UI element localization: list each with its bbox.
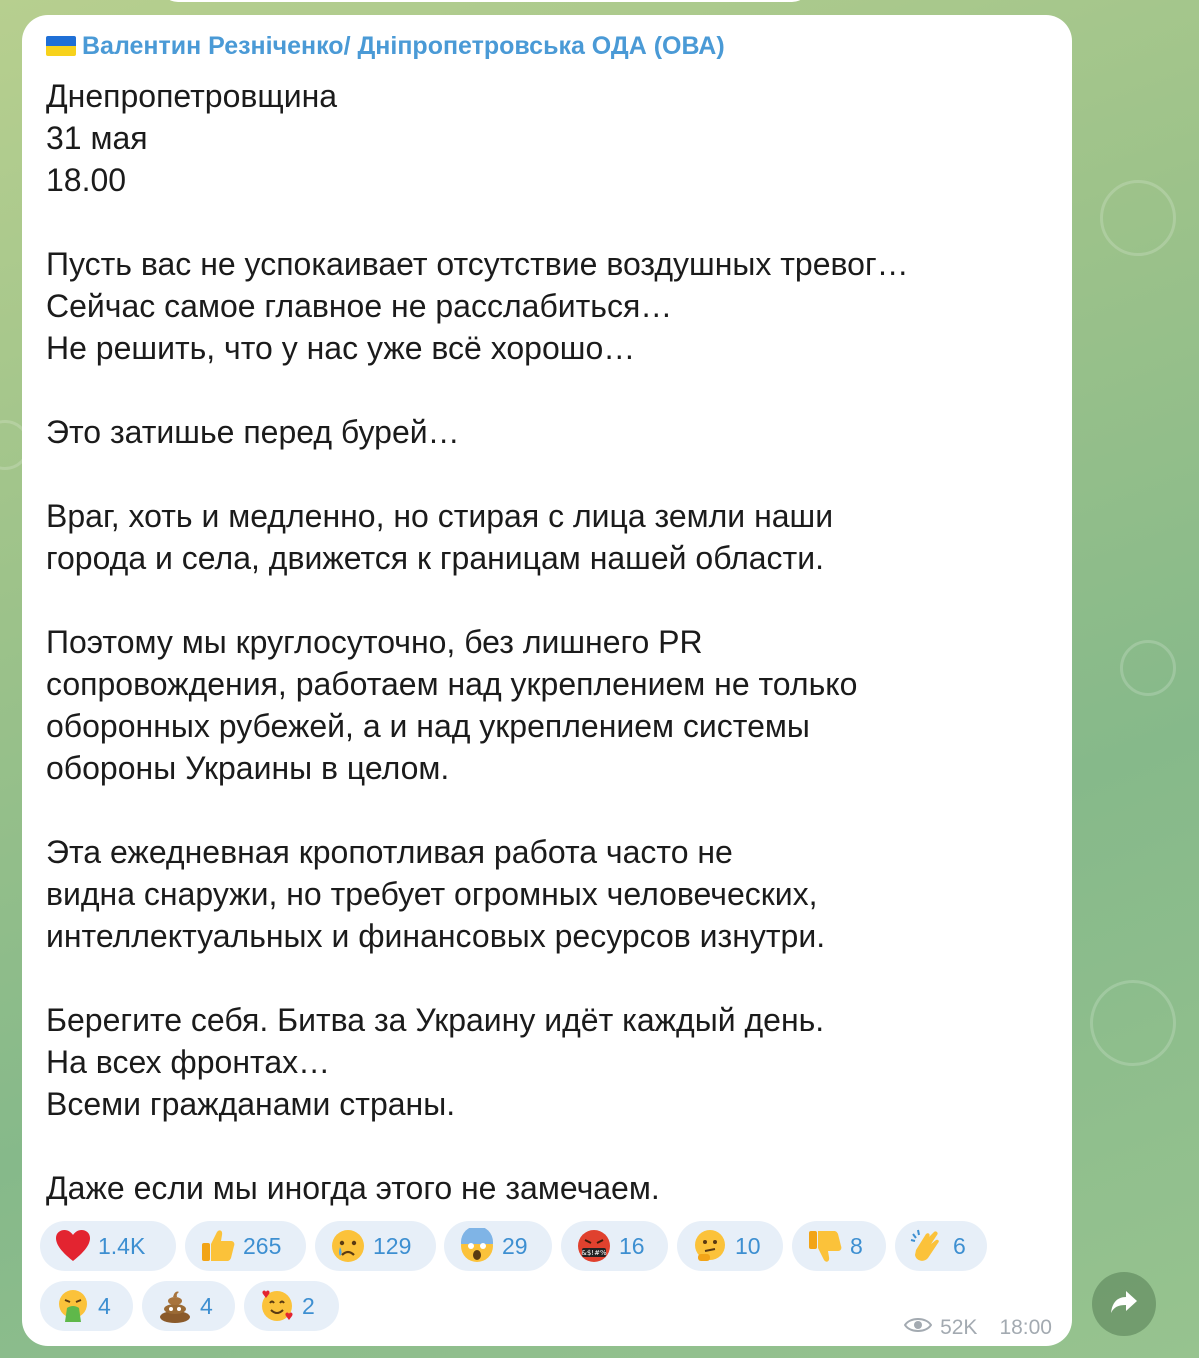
reaction-pile-of-poo[interactable] xyxy=(142,1281,235,1331)
background-doodle xyxy=(1100,180,1176,256)
view-count: 52K xyxy=(940,1316,978,1339)
pile-of-poo-icon xyxy=(156,1287,194,1325)
reaction-thumbs-down[interactable] xyxy=(792,1221,886,1271)
message-blank-line xyxy=(46,201,1048,243)
message-line: Днепропетровщина xyxy=(46,78,338,114)
background-doodle xyxy=(1090,980,1176,1066)
svg-text:&$!#%: &$!#% xyxy=(581,1249,607,1257)
reaction-clapping-hands[interactable] xyxy=(895,1221,987,1271)
ukraine-flag-icon xyxy=(46,36,76,56)
message-line: видна снаружи, но требует огромных человеческих, xyxy=(46,876,818,912)
message-line: Сейчас самое главное не расслабиться… xyxy=(46,288,673,324)
message-line: На всех фронтах… xyxy=(46,1044,331,1080)
vomiting-face-icon xyxy=(54,1287,92,1325)
reaction-count: 29 xyxy=(502,1232,528,1259)
message-time: 18:00 xyxy=(999,1316,1052,1339)
sender-name-text: Валентин Резніченко/ Дніпропетровська ОДА (ОВА) xyxy=(82,31,725,60)
previous-message-edge xyxy=(160,0,810,2)
message-blank-line xyxy=(46,579,1048,621)
reaction-count: 16 xyxy=(619,1232,645,1259)
message-line: Поэтому мы круглосуточно, без лишнего PR xyxy=(46,624,703,660)
reaction-screaming-face[interactable] xyxy=(444,1221,552,1271)
message-blank-line xyxy=(46,789,1048,831)
reaction-smiling-face-with-hearts[interactable] xyxy=(244,1281,339,1331)
reaction-heart[interactable] xyxy=(40,1221,176,1271)
message-blank-line xyxy=(46,453,1048,495)
message-line: города и села, движется к границам нашей области. xyxy=(46,540,824,576)
reaction-count: 2 xyxy=(302,1292,315,1319)
message-blank-line xyxy=(46,369,1048,411)
reaction-vomiting-face[interactable] xyxy=(40,1281,133,1331)
reaction-count: 8 xyxy=(850,1232,863,1259)
reaction-count: 265 xyxy=(243,1232,282,1259)
reaction-crying-face[interactable] xyxy=(315,1221,436,1271)
message-line: Пусть вас не успокаивает отсутствие воздушных тревог… xyxy=(46,246,909,282)
reaction-count: 4 xyxy=(200,1292,213,1319)
cursing-face-icon xyxy=(575,1227,613,1265)
message-line: Это затишье перед бурей… xyxy=(46,414,460,450)
message-bubble[interactable] xyxy=(22,15,1072,1346)
thinking-face-icon xyxy=(691,1227,729,1265)
message-blank-line xyxy=(46,1125,1048,1167)
reaction-count: 1.4K xyxy=(98,1232,146,1259)
reaction-count: 4 xyxy=(98,1292,111,1319)
reaction-cursing-face[interactable] xyxy=(561,1221,668,1271)
message-line: сопровождения, работаем над укреплением не только xyxy=(46,666,858,702)
reaction-thumbs-up[interactable] xyxy=(185,1221,306,1271)
reaction-count: 6 xyxy=(953,1232,966,1259)
message-line: Эта ежедневная кропотливая работа часто не xyxy=(46,834,733,870)
message-line: Берегите себя. Битва за Украину идёт каждый день. xyxy=(46,1002,825,1038)
reaction-thinking-face[interactable] xyxy=(677,1221,783,1271)
message-text xyxy=(46,75,1048,1209)
message-line: интеллектуальных и финансовых ресурсов изнутри. xyxy=(46,918,826,954)
message-line: обороны Украины в целом. xyxy=(46,750,450,786)
smiling-face-with-hearts-icon xyxy=(258,1287,296,1325)
heart-icon xyxy=(54,1227,92,1265)
share-arrow-icon xyxy=(1109,1289,1139,1320)
message-line: 18.00 xyxy=(46,162,127,198)
message-line: Не решить, что у нас уже всё хорошо… xyxy=(46,330,636,366)
screaming-face-icon xyxy=(458,1227,496,1265)
message-line: оборонных рубежей, а и над укреплением системы xyxy=(46,708,810,744)
thumbs-down-icon xyxy=(806,1227,844,1265)
message-blank-line xyxy=(46,957,1048,999)
sender-name[interactable] xyxy=(46,31,1048,61)
reaction-count: 10 xyxy=(735,1232,761,1259)
crying-face-icon xyxy=(329,1227,367,1265)
message-line: Всеми гражданами страны. xyxy=(46,1086,456,1122)
message-meta xyxy=(904,1316,1052,1340)
message-line: 31 мая xyxy=(46,120,148,156)
background-doodle xyxy=(1120,640,1176,696)
message-line: Враг, хоть и медленно, но стирая с лица земли наши xyxy=(46,498,834,534)
message-line: Даже если мы иногда этого не замечаем. xyxy=(46,1170,660,1206)
clapping-hands-icon xyxy=(909,1227,947,1265)
thumbs-up-icon xyxy=(199,1227,237,1265)
eye-icon xyxy=(904,1316,932,1340)
reaction-count: 129 xyxy=(373,1232,412,1259)
share-button[interactable] xyxy=(1092,1272,1156,1336)
